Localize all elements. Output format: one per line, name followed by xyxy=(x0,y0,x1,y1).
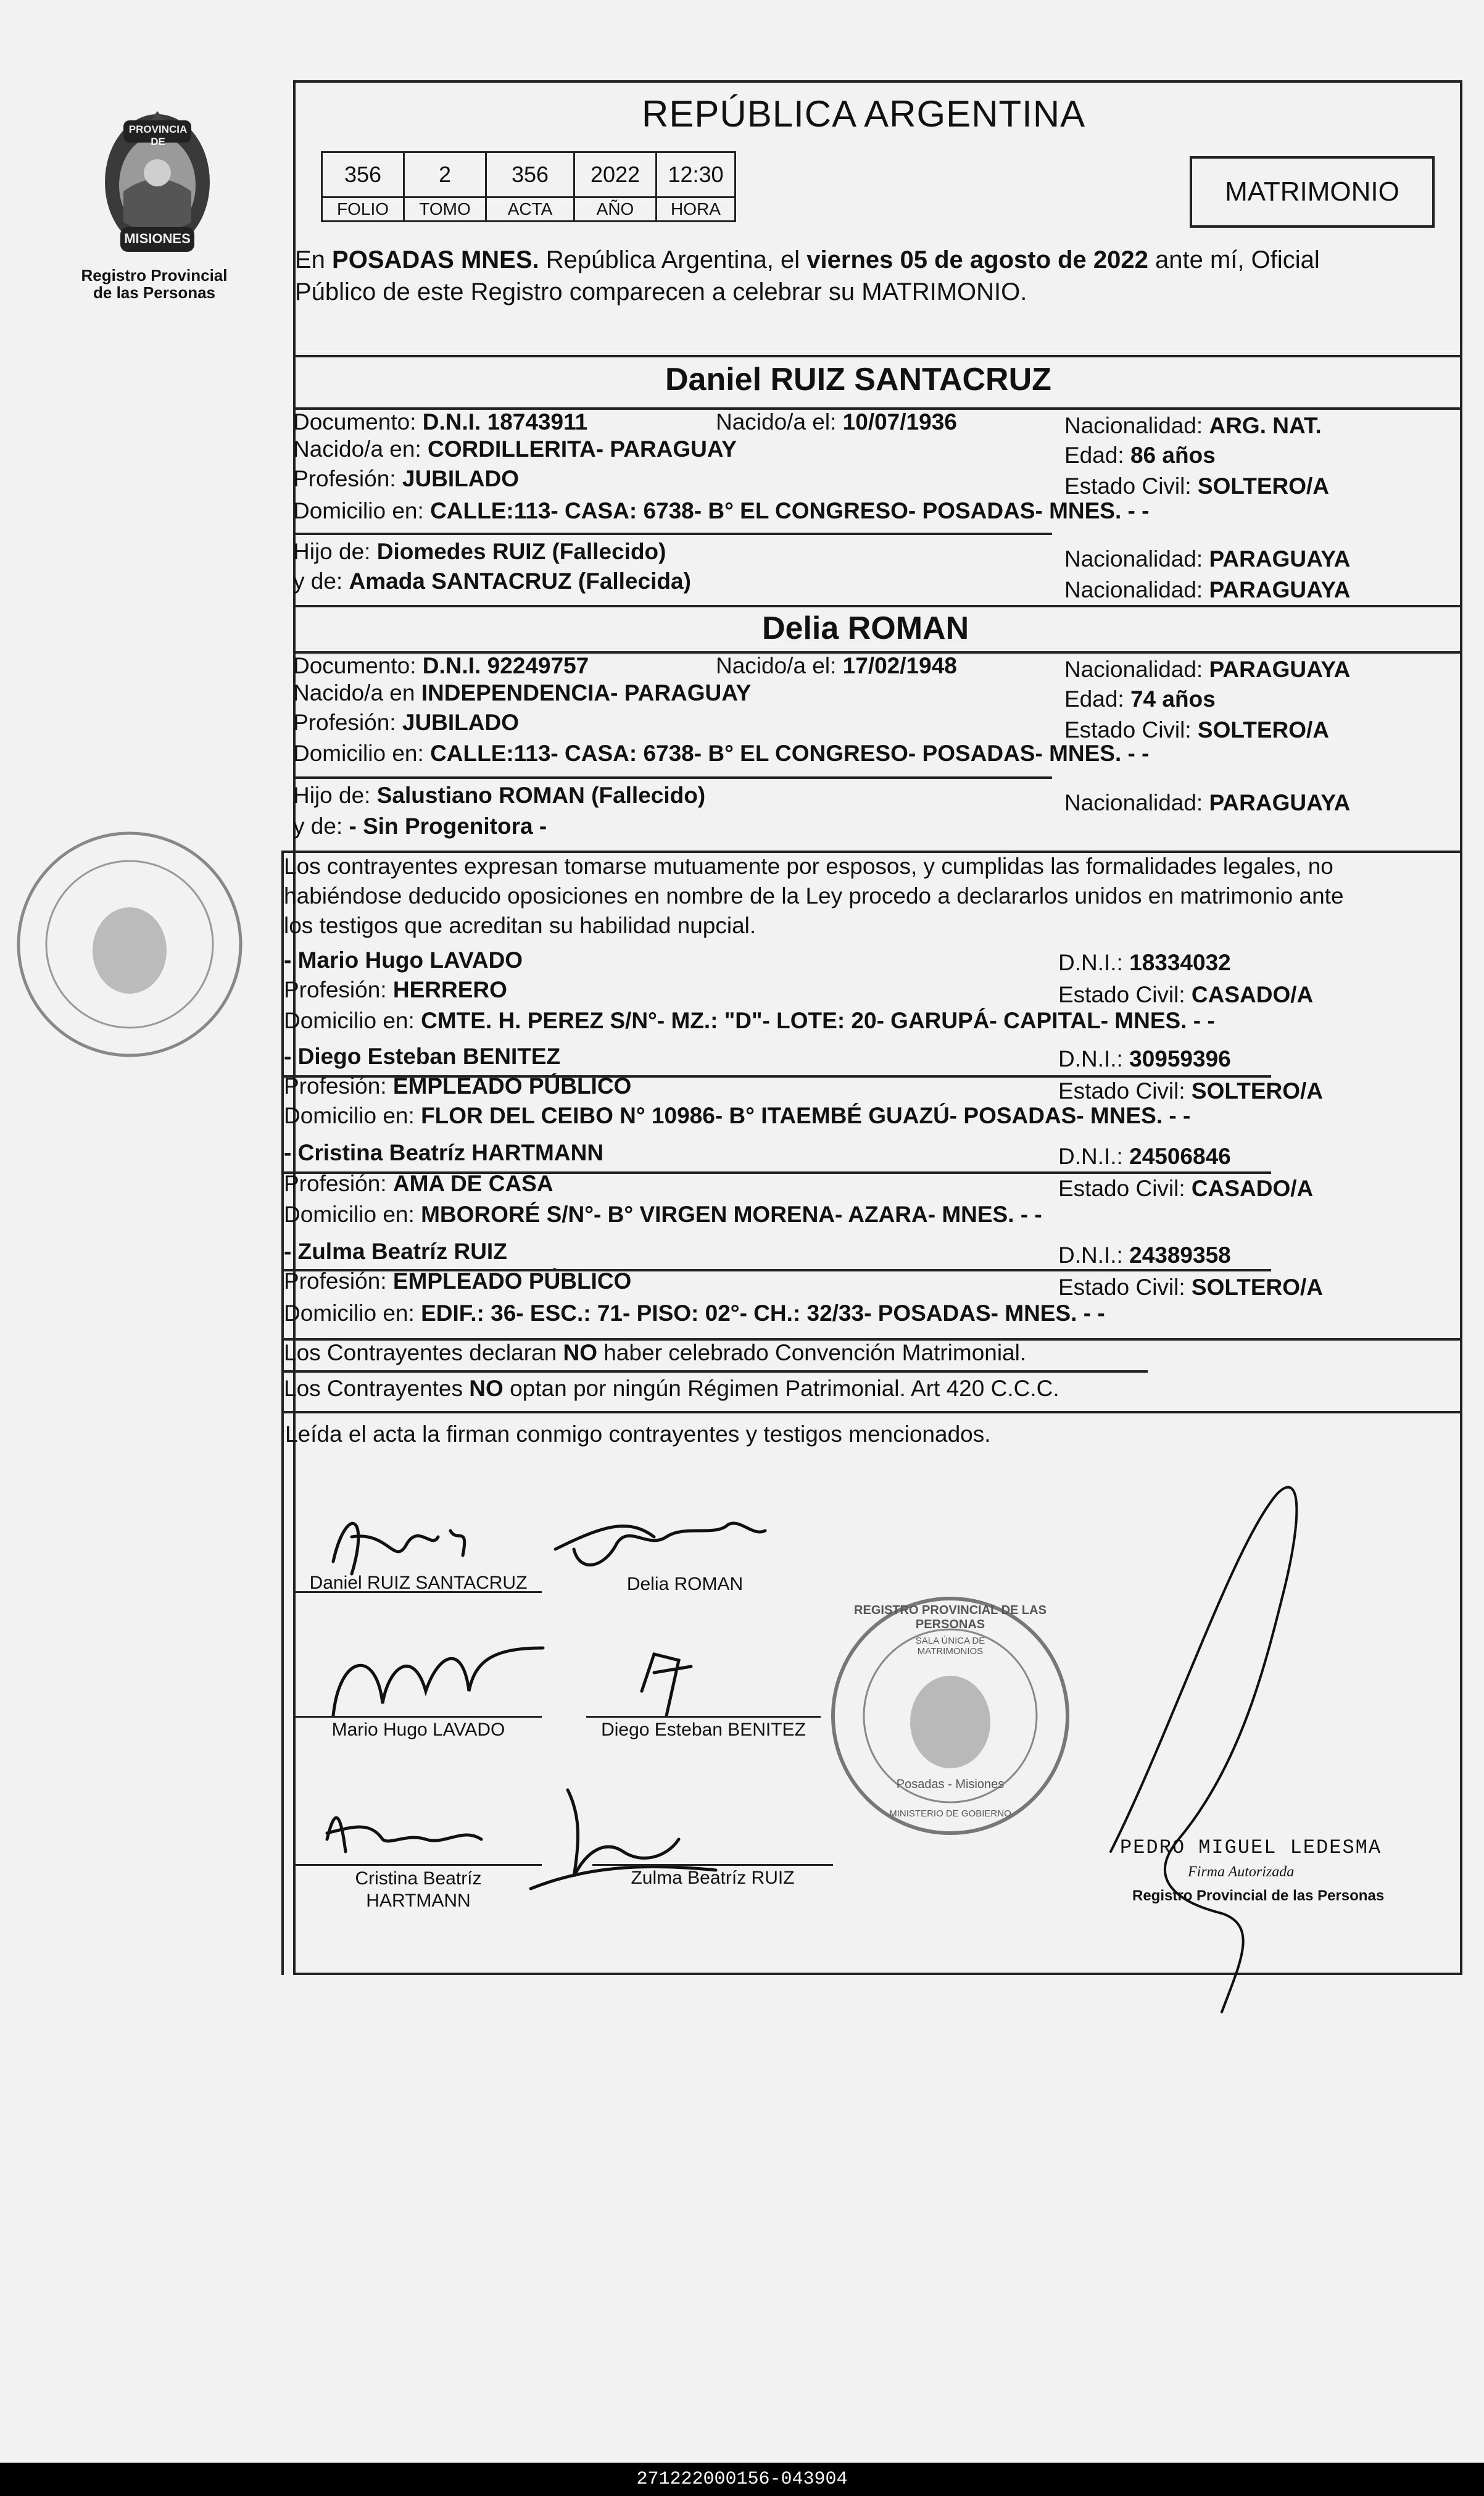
value: 24389358 xyxy=(1129,1242,1231,1268)
stamp-text: REGISTRO PROVINCIAL DE LAS PERSONAS xyxy=(854,1604,1047,1631)
tomo-value: 2 xyxy=(404,152,486,198)
label: Edad: xyxy=(1064,686,1130,712)
declaration-line: los testigos que acreditan su habilidad nupcial. xyxy=(284,913,757,938)
intro-text-c: ante mí, Oficial xyxy=(1148,246,1320,273)
label: y de: xyxy=(293,813,349,839)
label: D.N.I.: xyxy=(1058,1144,1130,1169)
signature-stroke xyxy=(333,1523,465,1574)
folio-label: FOLIO xyxy=(322,198,404,222)
value: CALLE:113- CASA: 6738- B° EL CONGRESO- POSADAS- MNES. - - xyxy=(430,741,1150,766)
label: Profesión: xyxy=(284,1171,393,1196)
label: Nacido/a el: xyxy=(716,409,843,435)
value: SOLTERO/A xyxy=(1197,717,1330,743)
value: SOLTERO/A xyxy=(1197,473,1330,499)
witness-1-name: - Mario Hugo LAVADO xyxy=(284,947,523,973)
value: PARAGUAYA xyxy=(1209,577,1351,602)
witness-2-name: - Diego Esteban BENITEZ xyxy=(284,1044,561,1069)
hour-label: HORA xyxy=(657,198,736,222)
emphasis: NO xyxy=(469,1376,504,1401)
label: Domicilio en: xyxy=(284,1008,421,1033)
label: Edad: xyxy=(1064,443,1130,468)
value: D.N.I. 92249757 xyxy=(422,653,589,678)
value: 74 años xyxy=(1130,686,1216,712)
registry-line-1: Registro Provincial xyxy=(81,266,228,285)
divider xyxy=(284,1171,1271,1174)
witness-3-civil xyxy=(1058,1174,1313,1204)
spouse2-age xyxy=(1064,684,1216,714)
text: optan por ningún Régimen Patrimonial. Art 420 C.C.C. xyxy=(503,1376,1059,1401)
emphasis: NO xyxy=(563,1340,597,1365)
hour-value: 12:30 xyxy=(657,152,736,198)
intro-text-a: En xyxy=(295,246,333,273)
divider xyxy=(284,1269,1271,1271)
value: 30959396 xyxy=(1129,1046,1231,1071)
value: HERRERO xyxy=(392,977,507,1002)
signature-label-diego: Diego Esteban BENITEZ xyxy=(601,1720,806,1740)
signature-label-cristina xyxy=(295,1868,542,1912)
convention xyxy=(284,1338,1462,1368)
intro-city: POSADAS MNES. xyxy=(332,246,539,273)
value: CORDILLERITA- PARAGUAY xyxy=(428,436,737,462)
spouse1-details xyxy=(293,407,1462,605)
signature-line xyxy=(295,1864,542,1866)
intro-line-2: Público de este Registro comparecen a celebrar su MATRIMONIO. xyxy=(295,278,1027,306)
value: PARAGUAYA xyxy=(1209,790,1351,815)
text: haber celebrado Convención Matrimonial. xyxy=(597,1340,1027,1365)
label: D.N.I.: xyxy=(1058,950,1130,975)
spouse1-doc xyxy=(293,407,587,437)
label: D.N.I.: xyxy=(1058,1046,1130,1071)
intro-line-1 xyxy=(295,244,1461,276)
folio-value: 356 xyxy=(322,152,404,198)
spouse1-father-nat xyxy=(1064,544,1350,574)
value: PARAGUAYA xyxy=(1209,546,1351,572)
witness-3-name: - Cristina Beatríz HARTMANN xyxy=(284,1140,604,1165)
declaration xyxy=(284,852,1462,941)
convention-line-1 xyxy=(284,1338,1462,1368)
value: 24506846 xyxy=(1129,1144,1231,1169)
value: CALLE:113- CASA: 6738- B° EL CONGRESO- POSADAS- MNES. - - xyxy=(430,498,1150,523)
label: Profesión: xyxy=(284,1073,393,1099)
spouse2-father-nat xyxy=(1064,788,1350,818)
official-org: Registro Provincial de las Personas xyxy=(1132,1887,1385,1904)
signature-label-mario: Mario Hugo LAVADO xyxy=(331,1720,505,1740)
divider xyxy=(284,1370,1148,1373)
registry-stamp-icon xyxy=(12,827,247,1062)
convention-2 xyxy=(284,1374,1462,1404)
label: Nacido/a el: xyxy=(716,653,843,678)
value: CMTE. H. PEREZ S/N°- MZ.: "D"- LOTE: 20- GARUPÁ- CAPITAL- MNES. - - xyxy=(421,1008,1215,1033)
seal-text-top: PROVINCIA DE xyxy=(128,123,188,148)
acta-label: ACTA xyxy=(486,198,574,222)
label: Domicilio en: xyxy=(293,498,431,523)
value: CASADO/A xyxy=(1191,982,1314,1007)
official-role: Firma Autorizada xyxy=(1188,1864,1295,1880)
footer-code: 271222000156-043904 xyxy=(0,2463,1484,2496)
spouse1-born xyxy=(716,407,957,437)
spouse2-mother xyxy=(293,812,547,841)
value: D.N.I. 18743911 xyxy=(422,409,588,435)
label: Hijo de: xyxy=(293,783,377,808)
label: Nacido/a en: xyxy=(293,436,428,462)
value: 17/02/1948 xyxy=(842,653,957,678)
divider xyxy=(293,355,1462,357)
divider xyxy=(284,1411,1462,1413)
label: Nacionalidad: xyxy=(1064,657,1209,682)
signature-stroke xyxy=(327,1818,481,1852)
spouse2-details xyxy=(293,651,1462,849)
value: SOLTERO/A xyxy=(1191,1275,1324,1300)
value: MBORORÉ S/N°- B° VIRGEN MORENA- AZARA- MNES. - - xyxy=(421,1202,1042,1227)
value: 18334032 xyxy=(1129,950,1231,975)
divider xyxy=(293,605,1462,607)
left-stamp xyxy=(12,827,247,1062)
witness-3-dom xyxy=(284,1200,1042,1229)
value: EDIF.: 36- ESC.: 71- PISO: 02°- CH.: 32/33- POSADAS- MNES. - - xyxy=(421,1300,1105,1326)
acta-value: 356 xyxy=(486,152,574,198)
signature-line xyxy=(592,1864,833,1866)
label: Domicilio en: xyxy=(284,1103,421,1128)
label: Domicilio en: xyxy=(284,1300,421,1326)
spouse2-dom xyxy=(293,739,1149,768)
label: Domicilio en: xyxy=(284,1202,421,1227)
label: Nacionalidad: xyxy=(1064,413,1209,438)
value: JUBILADO xyxy=(402,466,519,491)
page-title: REPÚBLICA ARGENTINA xyxy=(642,93,1086,135)
value: CASADO/A xyxy=(1191,1176,1314,1201)
registry-stamp xyxy=(827,1592,1074,1839)
witness-1-dni xyxy=(1058,948,1231,978)
spouse2-name: Delia ROMAN xyxy=(762,610,969,646)
signatures-svg xyxy=(284,1469,901,2024)
spouse1-place xyxy=(293,435,737,464)
label: Nacionalidad: xyxy=(1064,790,1209,815)
label: Documento: xyxy=(293,409,423,435)
text: Los Contrayentes declaran xyxy=(284,1340,563,1365)
declaration-line: habiéndose deducido oposiciones en nombre de la Ley procedo a declararlos unidos en matrimonio ante xyxy=(284,883,1344,909)
witness-4-dni xyxy=(1058,1241,1231,1270)
spouse1-name: Daniel RUIZ SANTACRUZ xyxy=(665,362,1051,397)
official-signature-svg xyxy=(1098,1469,1407,2024)
witness-4-civil xyxy=(1058,1273,1323,1302)
label: Estado Civil: xyxy=(1064,717,1198,743)
value: INDEPENDENCIA- PARAGUAY xyxy=(421,680,752,705)
value: - Sin Progenitora - xyxy=(349,813,547,839)
label: Profesión: xyxy=(284,977,393,1002)
spouse1-mother-nat xyxy=(1064,575,1350,605)
witness-1-dom xyxy=(284,1006,1215,1036)
label: Profesión: xyxy=(284,1268,393,1294)
value: FLOR DEL CEIBO N° 10986- B° ITAEMBÉ GUAZÚ- POSADAS- MNES. - - xyxy=(421,1103,1191,1128)
divider xyxy=(284,1075,1271,1078)
declaration-line: Los contrayentes expresan tomarse mutuamente por esposos, y cumplidas las formalidades legales, no xyxy=(284,854,1333,879)
spouse2-place xyxy=(293,678,751,708)
text: Los Contrayentes xyxy=(284,1376,470,1401)
spouse2-doc xyxy=(293,651,589,681)
witness-1-prof xyxy=(284,975,507,1005)
signature-line xyxy=(586,1716,821,1718)
intro-date: viernes 05 de agosto de 2022 xyxy=(806,246,1148,273)
stamp-inner-text: SALA ÚNICA DE MATRIMONIOS xyxy=(915,1636,985,1657)
registry-label xyxy=(62,267,247,301)
signature-line xyxy=(295,1716,542,1718)
label: Estado Civil: xyxy=(1058,982,1192,1007)
label: Nacionalidad: xyxy=(1064,546,1209,572)
tomo-label: TOMO xyxy=(404,198,486,222)
seal-text-bottom: MISIONES xyxy=(124,231,191,246)
signature-label-line: HARTMANN xyxy=(366,1891,471,1911)
province-seal xyxy=(86,99,228,259)
value: EMPLEADO PÚBLICO xyxy=(392,1073,632,1099)
spouse2-father xyxy=(293,781,705,810)
label: Domicilio en: xyxy=(293,741,431,766)
intro-text-b: República Argentina, el xyxy=(539,246,807,273)
label: Profesión: xyxy=(293,710,402,735)
witness-1-civil xyxy=(1058,980,1313,1010)
label: Documento: xyxy=(293,653,423,678)
value: JUBILADO xyxy=(402,710,519,735)
spouse2-prof xyxy=(293,708,519,738)
record-id-table xyxy=(321,151,736,222)
witness-4-name: - Zulma Beatríz RUIZ xyxy=(284,1239,507,1264)
value: Salustiano ROMAN (Fallecido) xyxy=(376,783,706,808)
label: Profesión: xyxy=(293,466,402,491)
value: EMPLEADO PÚBLICO xyxy=(392,1268,632,1294)
signature-stroke xyxy=(333,1648,543,1716)
label: Nacionalidad: xyxy=(1064,577,1209,602)
signature-label-line: Cristina Beatríz xyxy=(355,1868,482,1889)
value: 10/07/1936 xyxy=(842,409,957,435)
year-label: AÑO xyxy=(574,198,657,222)
label: Estado Civil: xyxy=(1058,1078,1192,1104)
signature-stroke xyxy=(642,1654,691,1716)
spouse1-dom xyxy=(293,496,1149,526)
value: Amada SANTACRUZ (Fallecida) xyxy=(349,568,691,594)
witness-2-dni xyxy=(1058,1044,1231,1074)
witness-4-dom xyxy=(284,1299,1105,1328)
signature-label-daniel: Daniel RUIZ SANTACRUZ xyxy=(309,1573,528,1593)
document-type-box: MATRIMONIO xyxy=(1190,156,1435,228)
spouse1-prof xyxy=(293,464,519,494)
value: AMA DE CASA xyxy=(392,1171,553,1196)
stamp-bottom: MINISTERIO DE GOBIERNO xyxy=(889,1808,1011,1819)
label: Estado Civil: xyxy=(1064,473,1198,499)
label: D.N.I.: xyxy=(1058,1242,1130,1268)
registry-line-2: de las Personas xyxy=(93,283,215,302)
label: y de: xyxy=(293,568,349,594)
convention-line-2 xyxy=(284,1374,1462,1404)
official-name: PEDRO MIGUEL LEDESMA xyxy=(1120,1836,1382,1859)
signature-label-delia: Delia ROMAN xyxy=(626,1574,744,1594)
value: SOLTERO/A xyxy=(1191,1078,1324,1104)
year-value: 2022 xyxy=(574,152,657,198)
label: Nacido/a en xyxy=(293,680,421,705)
label: Estado Civil: xyxy=(1058,1275,1192,1300)
divider xyxy=(293,533,1052,535)
spouse1-father xyxy=(293,537,666,567)
witness-3-dni xyxy=(1058,1142,1231,1171)
label: Hijo de: xyxy=(293,539,377,564)
divider xyxy=(293,776,1052,779)
spouse1-nat xyxy=(1064,411,1322,441)
label: Estado Civil: xyxy=(1058,1176,1192,1201)
value: ARG. NAT. xyxy=(1209,413,1322,438)
signature-stroke xyxy=(555,1523,765,1565)
intro-paragraph xyxy=(295,244,1461,308)
spouse2-born xyxy=(716,651,957,681)
spouse1-mother xyxy=(293,567,691,596)
spouse2-nat xyxy=(1064,655,1350,684)
stamp-city: Posadas - Misiones xyxy=(896,1778,1005,1791)
witness-2-dom xyxy=(284,1101,1190,1131)
value: Diomedes RUIZ (Fallecido) xyxy=(376,539,666,564)
signature-label-zulma: Zulma Beatríz RUIZ xyxy=(631,1868,795,1888)
closing-text: Leída el acta la firman conmigo contrayentes y testigos mencionados. xyxy=(285,1421,991,1447)
value: 86 años xyxy=(1130,443,1216,468)
value: PARAGUAYA xyxy=(1209,657,1351,682)
spouse1-age xyxy=(1064,441,1216,470)
signature-stroke xyxy=(1111,1487,1296,2012)
